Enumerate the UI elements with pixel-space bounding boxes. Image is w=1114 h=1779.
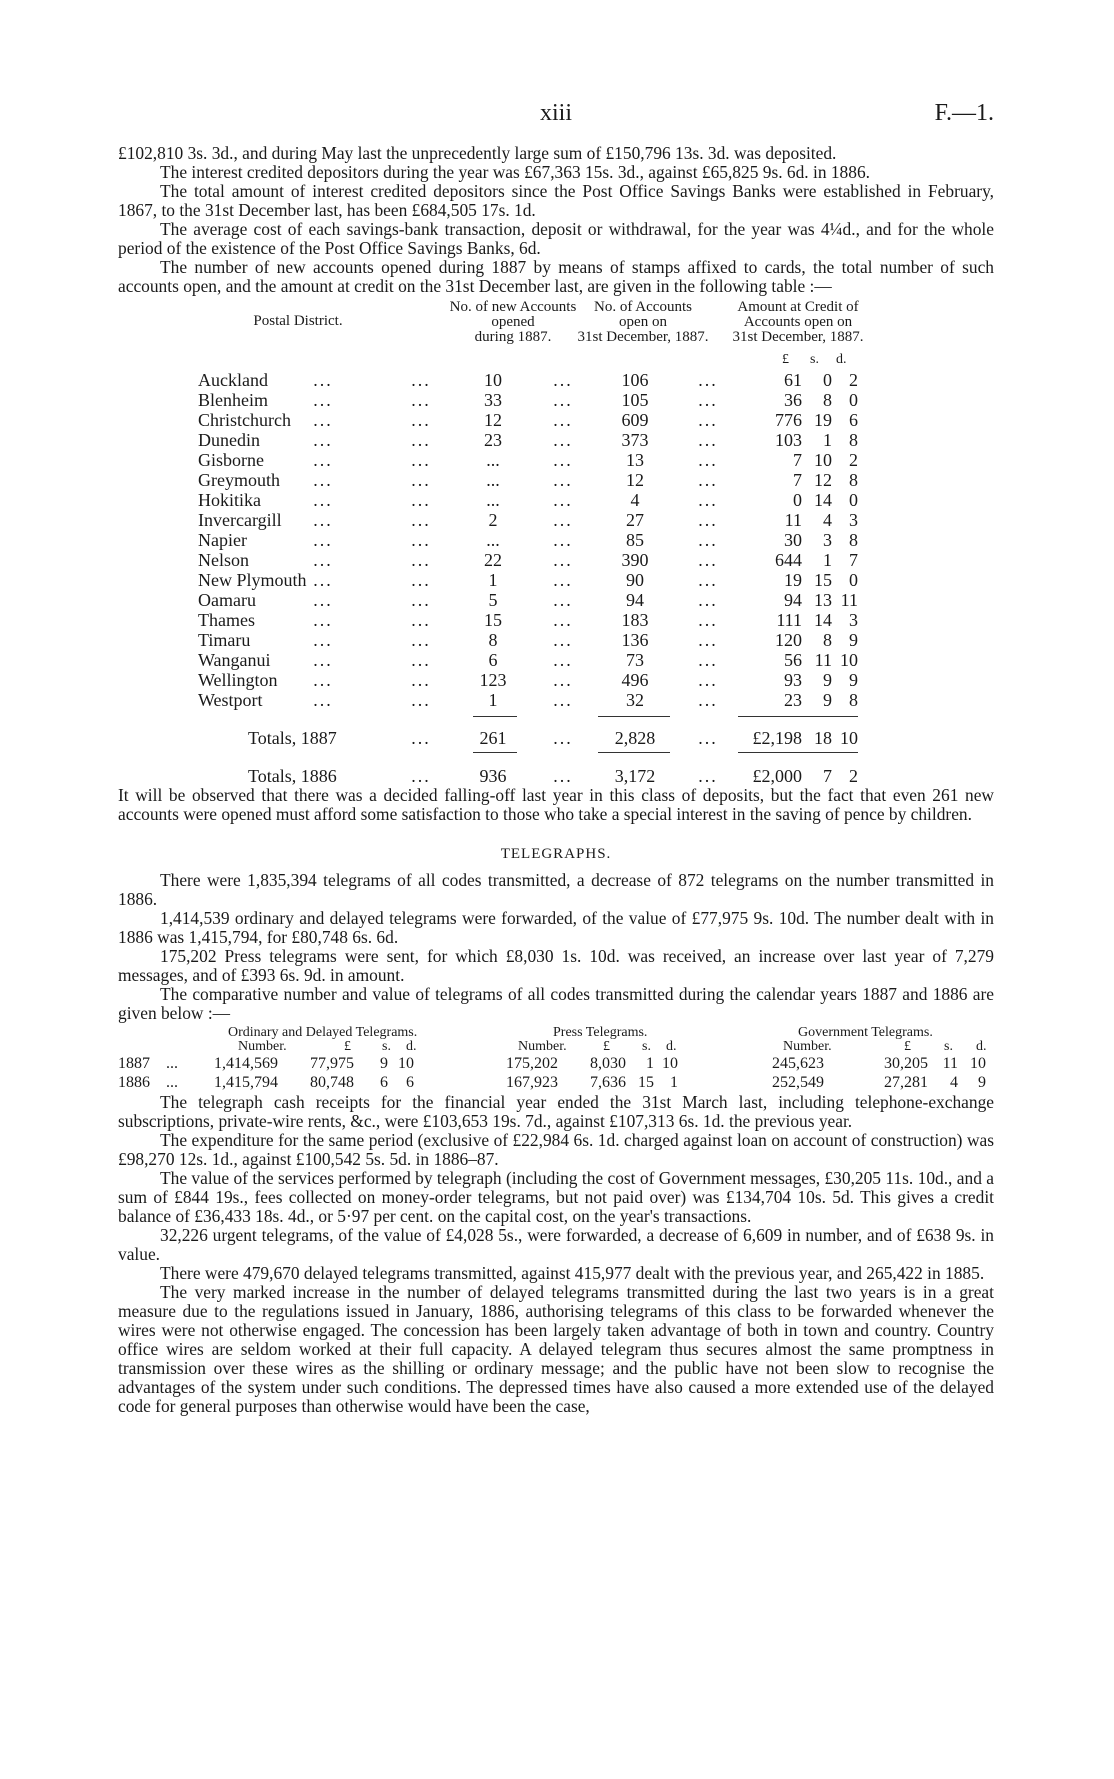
cell-district: Gisborne (198, 450, 264, 470)
cell-district: Christchurch (198, 410, 291, 430)
leader-dots: ... (698, 510, 718, 530)
cell-d: 10 (840, 650, 858, 670)
cell-d: 2 (849, 450, 858, 470)
cell-l: 30 (784, 530, 802, 550)
cell-open: 4 (630, 490, 640, 510)
cell-l: 644 (775, 550, 802, 570)
table-row (118, 510, 994, 530)
cell-d: 11 (840, 590, 858, 610)
cell-g_num: 252,549 (772, 1074, 824, 1091)
leader-dots: ... (553, 590, 573, 610)
leader-dots: ... (698, 370, 718, 390)
cell-l: 0 (793, 490, 802, 510)
cell-district: Blenheim (198, 390, 268, 410)
leader-dots: ... (553, 570, 573, 590)
cell-g_s: 11 (942, 1055, 958, 1072)
leader-dots: ... (698, 410, 718, 430)
cell-open: 13 (626, 450, 644, 470)
header-new-accounts: No. of new Accounts opened during 1887. (449, 299, 577, 345)
paragraph: It will be observed that there was a decided falling-off last year in this class of deposits, but the fact that even 261 new accounts were opened must afford some satisfaction to those who take a special interest in the saving of pence by children. (118, 785, 994, 824)
cell-s: 8 (823, 390, 832, 410)
table-body (118, 370, 994, 710)
paragraph: 32,226 urgent telegrams, of the value of £4,028 5s., were forwarded, a decrease of 6,609 in number, and of £638 9s. in value. (118, 1225, 994, 1264)
leader-dots: ... (698, 390, 718, 410)
leader-dots: ... (313, 510, 333, 530)
cell-l: 7 (793, 450, 802, 470)
cell-d: 0 (849, 490, 858, 510)
table-row (118, 390, 994, 410)
paragraph: The total amount of interest credited depositors since the Post Office Savings Banks were established in February, 1867, to the 31st December last, has been £684,505 17s. 1d. (118, 181, 994, 220)
leader-dots: ... (553, 530, 573, 550)
cell-district: Hokitika (198, 490, 261, 510)
cell-p_s: 15 (638, 1074, 654, 1091)
cell-l: 19 (784, 570, 802, 590)
cell-new: 12 (484, 410, 502, 430)
leader-dots: ... (313, 590, 333, 610)
cell-d: 2 (849, 370, 858, 390)
table-row (118, 470, 994, 490)
cell-new: 8 (488, 630, 498, 650)
cell-g_l: 27,281 (884, 1074, 928, 1091)
cell-open: 496 (621, 670, 649, 690)
cell-s: 14 (814, 490, 832, 510)
leader-dots: ... (313, 610, 333, 630)
leader-dots: ... (411, 590, 431, 610)
cell-g_d: 10 (970, 1055, 986, 1072)
cell-d: 6 (849, 410, 858, 430)
leader-dots: ... (553, 430, 573, 450)
cell-new: 22 (484, 550, 502, 570)
leader-dots: ... (313, 370, 333, 390)
units-row: £ s. d. (782, 352, 847, 367)
table-row (118, 610, 994, 630)
table-row (118, 530, 994, 550)
leader-dots: ... (698, 610, 718, 630)
cell-o_s: 9 (380, 1055, 388, 1072)
cell-s: 14 (814, 610, 832, 630)
leader-dots: ... (411, 630, 431, 650)
leader-dots: ... (553, 450, 573, 470)
paragraph: £102,810 3s. 3d., and during May last the unprecedently large sum of £150,796 13s. 3d. was deposited. (118, 143, 837, 163)
cell-l: 11 (784, 510, 802, 530)
cell-open: 183 (621, 610, 649, 630)
cell-p_l: 8,030 (590, 1055, 626, 1072)
table-row (118, 550, 994, 570)
cell-d: 9 (849, 630, 858, 650)
cell-p_num: 175,202 (506, 1055, 558, 1072)
paragraph: There were 479,670 delayed telegrams transmitted, against 415,977 dealt with the previous year, and 265,422 in 1885. (160, 1263, 985, 1283)
cell-open: 32 (626, 690, 644, 710)
leader-dots: ... (698, 450, 718, 470)
cell-l: 56 (784, 650, 802, 670)
telegraphs-section (118, 871, 994, 1416)
header-amount: Amount at Credit of Accounts open on 31st December, 1887. (732, 299, 864, 345)
table-row (118, 630, 994, 650)
savings-table (118, 300, 994, 786)
cell-l: 61 (784, 370, 802, 390)
leader-dots: ... (313, 450, 333, 470)
table-header (118, 300, 994, 356)
cell-open: 27 (626, 510, 644, 530)
cell-g_num: 245,623 (772, 1055, 824, 1072)
cell-new: 6 (488, 650, 498, 670)
leader-dots: ... (166, 1074, 178, 1091)
paragraph: The value of the services performed by telegraph (including the cost of Government messages, £30,205 11s. 10d., and a sum of £844 19s., fees collected on money-order telegrams, but not paid over) was £134,704 10s. 5d. This gives a credit balance of £36,433 18s. 4d., or 5·97 per cent. on the capital cost, on the year's transactions. (118, 1168, 994, 1226)
telegrams-table: Ordinary and Delayed Telegrams. Press Telegrams. Government Telegrams. Number. £ s. d. Number. £ s. d. Number. £ s. d. ... 1887 1,414,569 77,975 9 10 175,202 8,030 1 10 245,623 30,205 11 10 ... 1886 1,415,794 80,748 6 6 167,923 7,636 15 1 252,549 27,281 4 9 (118, 1025, 987, 1091)
cell-d: 8 (849, 530, 858, 550)
cell-district: Westport (198, 690, 263, 710)
cell-open: 136 (621, 630, 649, 650)
paragraph: The interest credited depositors during the year was £67,363 15s. 3d., against £65,825 9s. 6d. in 1886. (160, 162, 870, 182)
cell-l: 7 (793, 470, 802, 490)
leader-dots: ... (411, 650, 431, 670)
cell-district: Thames (198, 610, 255, 630)
cell-open: 12 (626, 470, 644, 490)
header-accounts-open: No. of Accounts open on 31st December, 1887. (577, 299, 709, 345)
cell-s: 13 (814, 590, 832, 610)
leader-dots: ... (553, 410, 573, 430)
cell-district: Nelson (198, 550, 249, 570)
leader-dots: ... (313, 490, 333, 510)
leader-dots: ... (553, 630, 573, 650)
leader-dots: ... (553, 470, 573, 490)
leader-dots: ... (411, 410, 431, 430)
cell-new: 123 (479, 670, 507, 690)
cell-p_d: 1 (670, 1074, 678, 1091)
leader-dots: ... (411, 390, 431, 410)
cell-l: 776 (775, 410, 802, 430)
cell-open: 85 (626, 530, 644, 550)
cell-s: 11 (814, 650, 832, 670)
cell-d: 0 (849, 570, 858, 590)
paragraph: 1,414,539 ordinary and delayed telegrams were forwarded, of the value of £77,975 9s. 10d. The number dealt with in 1886 was 1,415,794, for £80,748 6s. 6d. (118, 908, 994, 947)
paragraph: The very marked increase in the number of delayed telegrams transmitted during the last two years is in a great measure due to the regulations issued in January, 1886, authorising telegrams of this class to be forwarded whenever the wires were not otherwise engaged. The concession has been largely taken advantage of both in town and country. Country office wires are seldom worked at their full capacity. A delayed telegram thus secures almost the same promptness in transmission over these wires as the shilling or ordinary message; and the public have not been slow to recognise the advantages of the system under such conditions. The depressed times have also caused a more extended use of the delayed code for general purposes than otherwise would have been the case, (118, 1282, 994, 1416)
cell-year: 1886 (118, 1074, 150, 1091)
leader-dots: ... (698, 670, 718, 690)
table-row (118, 650, 994, 670)
cell-new: ... (486, 450, 500, 470)
cell-district: Dunedin (198, 430, 260, 450)
cell-new: 15 (484, 610, 502, 630)
document-code: F.—1. (934, 100, 994, 126)
cell-d: 3 (849, 510, 858, 530)
leader-dots: ... (698, 590, 718, 610)
leader-dots: ... (313, 410, 333, 430)
cell-new: 2 (488, 510, 498, 530)
page-header (118, 96, 994, 144)
leader-dots: ... (313, 470, 333, 490)
leader-dots: ... (698, 490, 718, 510)
cell-o_s: 6 (380, 1074, 388, 1091)
cell-district: Auckland (198, 370, 268, 390)
cell-new: 33 (484, 390, 502, 410)
totals-1887-row: Totals, 1887 ... 261 ... 2,828 ... £2,198 18 10 (248, 728, 858, 748)
leader-dots: ... (313, 690, 333, 710)
leader-dots: ... (553, 650, 573, 670)
cell-district: New Plymouth (198, 570, 307, 590)
cell-district: Wanganui (198, 650, 271, 670)
leader-dots: ... (698, 630, 718, 650)
cell-district: Wellington (198, 670, 278, 690)
leader-dots: ... (553, 550, 573, 570)
cell-d: 3 (849, 610, 858, 630)
leader-dots: ... (313, 570, 333, 590)
cell-s: 4 (823, 510, 832, 530)
cell-d: 8 (849, 470, 858, 490)
cell-open: 106 (621, 370, 649, 390)
leader-dots: ... (411, 450, 431, 470)
leader-dots: ... (553, 510, 573, 530)
cell-open: 373 (621, 430, 649, 450)
cell-l: 36 (784, 390, 802, 410)
cell-s: 1 (823, 550, 832, 570)
leader-dots: ... (698, 550, 718, 570)
leader-dots: ... (698, 650, 718, 670)
cell-o_num: 1,414,569 (214, 1055, 278, 1072)
leader-dots: ... (553, 390, 573, 410)
cell-s: 12 (814, 470, 832, 490)
cell-l: 103 (775, 430, 802, 450)
leader-dots: ... (411, 550, 431, 570)
cell-d: 8 (849, 690, 858, 710)
cell-district: Greymouth (198, 470, 280, 490)
cell-g_l: 30,205 (884, 1055, 928, 1072)
paragraph: The number of new accounts opened during 1887 by means of stamps affixed to cards, the total number of such accounts open, and the amount at credit on the 31st December last, are given in the following table :— (118, 257, 994, 296)
paragraph: The comparative number and value of telegrams of all codes transmitted during the calendar years 1887 and 1886 are given below :— (118, 984, 994, 1023)
table-row (118, 670, 994, 690)
document-page (118, 96, 994, 1416)
header-district: Postal District. (253, 313, 343, 329)
group-ordinary: Ordinary and Delayed Telegrams. (228, 1025, 418, 1040)
cell-o_num: 1,415,794 (214, 1074, 278, 1091)
cell-open: 609 (621, 410, 649, 430)
leader-dots: ... (313, 630, 333, 650)
intro-section (118, 144, 994, 296)
section-heading-telegraphs: TELEGRAPHS. (500, 846, 612, 862)
cell-s: 9 (823, 690, 832, 710)
cell-d: 8 (849, 430, 858, 450)
paragraph: The telegraph cash receipts for the financial year ended the 31st March last, including telephone-exchange subscriptions, private-wire rents, &c., were £103,653 19s. 7d., against £107,313 6s. 1d. the previous year. (118, 1092, 994, 1131)
leader-dots: ... (411, 370, 431, 390)
leader-dots: ... (411, 690, 431, 710)
paragraph: 175,202 Press telegrams were sent, for which £8,030 1s. 10d. was received, an increase over last year of 7,279 messages, and of £393 6s. 9d. in amount. (118, 946, 994, 985)
cell-s: 15 (814, 570, 832, 590)
table-row (118, 450, 994, 470)
table-row (118, 490, 994, 510)
cell-p_num: 167,923 (506, 1074, 558, 1091)
cell-o_l: 80,748 (310, 1074, 354, 1091)
cell-new: 5 (488, 590, 498, 610)
cell-new: 23 (484, 430, 502, 450)
cell-o_d: 6 (406, 1074, 414, 1091)
table-row (118, 690, 994, 710)
cell-new: 1 (488, 690, 498, 710)
cell-l: 120 (775, 630, 802, 650)
cell-p_s: 1 (646, 1055, 654, 1072)
leader-dots: ... (553, 670, 573, 690)
cell-open: 90 (626, 570, 644, 590)
cell-s: 1 (823, 430, 832, 450)
cell-s: 19 (814, 410, 832, 430)
cell-l: 23 (784, 690, 802, 710)
leader-dots: ... (313, 650, 333, 670)
cell-new: ... (486, 490, 500, 510)
leader-dots: ... (313, 550, 333, 570)
table-row (118, 410, 994, 430)
cell-g_s: 4 (950, 1074, 958, 1091)
cell-district: Invercargill (198, 510, 282, 530)
cell-l: 111 (776, 610, 802, 630)
cell-s: 10 (814, 450, 832, 470)
leader-dots: ... (411, 430, 431, 450)
cell-p_l: 7,636 (590, 1074, 626, 1091)
cell-district: Napier (198, 530, 247, 550)
leader-dots: ... (553, 690, 573, 710)
cell-new: 10 (484, 370, 502, 390)
cell-year: 1887 (118, 1055, 150, 1072)
table-row (118, 570, 994, 590)
cell-district: Timaru (198, 630, 251, 650)
table-row (118, 430, 994, 450)
leader-dots: ... (698, 470, 718, 490)
table-row (118, 370, 994, 390)
leader-dots: ... (698, 570, 718, 590)
cell-open: 390 (621, 550, 649, 570)
group-press: Press Telegrams. (553, 1025, 648, 1040)
table-row (118, 590, 994, 610)
cell-l: 93 (784, 670, 802, 690)
leader-dots: ... (553, 610, 573, 630)
leader-dots: ... (411, 610, 431, 630)
cell-open: 73 (626, 650, 644, 670)
cell-open: 105 (621, 390, 649, 410)
leader-dots: ... (166, 1055, 178, 1072)
leader-dots: ... (698, 530, 718, 550)
cell-new: 1 (488, 570, 498, 590)
cell-s: 9 (823, 670, 832, 690)
paragraph: The expenditure for the same period (exclusive of £22,984 6s. 1d. charged against loan on account of construction) was £98,270 12s. 1d., against £100,542 5s. 5d. in 1886–87. (118, 1130, 994, 1169)
leader-dots: ... (411, 510, 431, 530)
paragraph: The average cost of each savings-bank transaction, deposit or withdrawal, for the year was 4¼d., and for the whole period of the existence of the Post Office Savings Banks, 6d. (118, 219, 994, 258)
leader-dots: ... (313, 530, 333, 550)
cell-g_d: 9 (978, 1074, 986, 1091)
cell-d: 7 (849, 550, 858, 570)
cell-new: ... (486, 530, 500, 550)
cell-o_d: 10 (398, 1055, 414, 1072)
cell-d: 9 (849, 670, 858, 690)
cell-p_d: 10 (662, 1055, 678, 1072)
leader-dots: ... (411, 570, 431, 590)
cell-s: 0 (823, 370, 832, 390)
cell-o_l: 77,975 (310, 1055, 354, 1072)
cell-new: ... (486, 470, 500, 490)
page-number: xiii (539, 100, 572, 126)
leader-dots: ... (313, 390, 333, 410)
leader-dots: ... (411, 530, 431, 550)
leader-dots: ... (553, 490, 573, 510)
leader-dots: ... (313, 430, 333, 450)
leader-dots: ... (411, 470, 431, 490)
cell-open: 94 (626, 590, 644, 610)
cell-l: 94 (784, 590, 802, 610)
leader-dots: ... (553, 370, 573, 390)
leader-dots: ... (698, 430, 718, 450)
paragraph: There were 1,835,394 telegrams of all codes transmitted, a decrease of 872 telegrams on the number transmitted in 1886. (118, 870, 994, 909)
totals-1886-row: Totals, 1886 ... 936 ... 3,172 ... £2,000 7 2 (248, 766, 858, 786)
cell-s: 8 (823, 630, 832, 650)
cell-s: 3 (823, 530, 832, 550)
leader-dots: ... (411, 670, 431, 690)
cell-d: 0 (849, 390, 858, 410)
leader-dots: ... (313, 670, 333, 690)
group-government: Government Telegrams. (798, 1025, 933, 1040)
leader-dots: ... (411, 490, 431, 510)
leader-dots: ... (698, 690, 718, 710)
cell-district: Oamaru (198, 590, 256, 610)
